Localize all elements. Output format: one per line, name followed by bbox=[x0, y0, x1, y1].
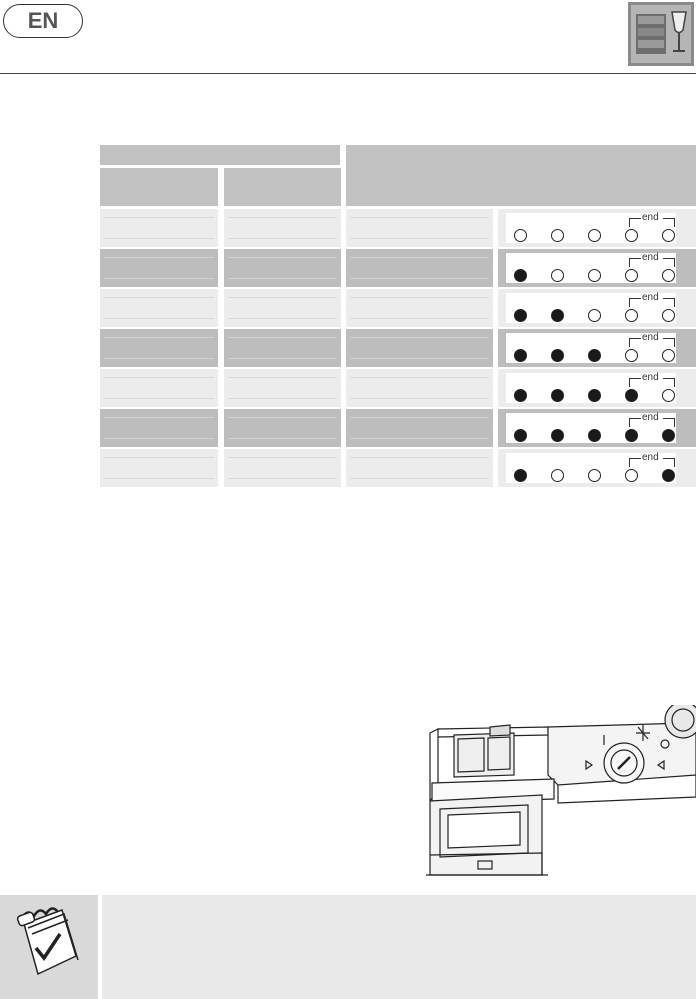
led-off-indicator bbox=[625, 269, 638, 282]
cell-inner-line bbox=[228, 297, 337, 319]
table-header-col-2 bbox=[224, 168, 341, 206]
led-off-indicator bbox=[625, 309, 638, 322]
led-off-indicator bbox=[662, 229, 675, 242]
notepad-check-icon bbox=[14, 904, 84, 982]
table-header-group bbox=[100, 145, 340, 165]
cell-inner-line bbox=[104, 337, 214, 359]
led-on-indicator bbox=[588, 429, 601, 442]
language-badge bbox=[3, 4, 83, 38]
led-on-indicator bbox=[514, 269, 527, 282]
table-cell-col-3 bbox=[346, 249, 493, 287]
table-cell-col-3 bbox=[346, 209, 493, 247]
table-cell-col-1 bbox=[100, 289, 218, 327]
led-panel bbox=[506, 373, 676, 403]
led-on-indicator bbox=[625, 429, 638, 442]
table-cell-col-2 bbox=[224, 209, 341, 247]
cell-inner-line bbox=[228, 217, 337, 239]
table-cell-col-3 bbox=[346, 369, 493, 407]
cell-inner-line bbox=[350, 217, 489, 239]
indicator-cell bbox=[498, 289, 696, 327]
language-code: EN bbox=[27, 8, 59, 33]
led-on-indicator bbox=[551, 309, 564, 322]
led-on-indicator bbox=[588, 389, 601, 402]
table-cell-col-1 bbox=[100, 209, 218, 247]
led-off-indicator bbox=[588, 269, 601, 282]
table-cell-col-2 bbox=[224, 369, 341, 407]
led-off-indicator bbox=[662, 309, 675, 322]
indicator-cell bbox=[498, 369, 696, 407]
table-header-indicator bbox=[346, 145, 696, 206]
led-panel bbox=[506, 253, 676, 283]
led-on-indicator bbox=[551, 349, 564, 362]
cell-inner-line bbox=[350, 377, 489, 399]
detergent-dispenser-icon bbox=[418, 705, 696, 880]
led-on-indicator bbox=[625, 389, 638, 402]
led-off-indicator bbox=[662, 389, 675, 402]
led-off-indicator bbox=[588, 309, 601, 322]
header-divider bbox=[0, 73, 696, 74]
led-panel bbox=[506, 413, 676, 443]
cell-inner-line bbox=[350, 257, 489, 279]
led-on-indicator bbox=[588, 349, 601, 362]
end-label: end bbox=[642, 292, 659, 303]
cell-inner-line bbox=[104, 417, 214, 439]
led-on-indicator bbox=[551, 389, 564, 402]
cell-inner-line bbox=[104, 297, 214, 319]
table-cell-col-1 bbox=[100, 409, 218, 447]
end-label: end bbox=[642, 252, 659, 263]
cell-inner-line bbox=[104, 217, 214, 239]
indicator-cell bbox=[498, 209, 696, 247]
led-on-indicator bbox=[662, 469, 675, 482]
cell-inner-line bbox=[228, 257, 337, 279]
cell-inner-line bbox=[228, 457, 337, 479]
led-panel bbox=[506, 293, 676, 323]
end-label: end bbox=[642, 212, 659, 223]
led-on-indicator bbox=[662, 429, 675, 442]
table-cell-col-1 bbox=[100, 249, 218, 287]
led-off-indicator bbox=[551, 229, 564, 242]
led-panel bbox=[506, 453, 676, 483]
note-separator bbox=[98, 895, 102, 999]
led-off-indicator bbox=[625, 469, 638, 482]
table-cell-col-3 bbox=[346, 409, 493, 447]
led-off-indicator bbox=[662, 269, 675, 282]
table-cell-col-2 bbox=[224, 449, 341, 487]
table-header-col-1 bbox=[100, 168, 218, 206]
led-off-indicator bbox=[551, 269, 564, 282]
cell-inner-line bbox=[228, 377, 337, 399]
table-cell-col-3 bbox=[346, 329, 493, 367]
table-cell-col-2 bbox=[224, 249, 341, 287]
table-cell-col-3 bbox=[346, 289, 493, 327]
led-panel bbox=[506, 333, 676, 363]
table-cell-col-1 bbox=[100, 449, 218, 487]
indicator-cell bbox=[498, 249, 696, 287]
table-cell-col-2 bbox=[224, 289, 341, 327]
table-cell-col-3 bbox=[346, 449, 493, 487]
led-on-indicator bbox=[514, 349, 527, 362]
cell-inner-line bbox=[350, 297, 489, 319]
end-label: end bbox=[642, 372, 659, 383]
cell-inner-line bbox=[104, 457, 214, 479]
cell-inner-line bbox=[104, 377, 214, 399]
led-panel bbox=[506, 213, 676, 243]
led-off-indicator bbox=[514, 229, 527, 242]
led-on-indicator bbox=[514, 469, 527, 482]
cell-inner-line bbox=[350, 417, 489, 439]
led-off-indicator bbox=[662, 349, 675, 362]
cell-inner-line bbox=[350, 337, 489, 359]
cell-inner-line bbox=[228, 337, 337, 359]
cell-inner-line bbox=[104, 257, 214, 279]
table-cell-col-1 bbox=[100, 369, 218, 407]
led-off-indicator bbox=[625, 229, 638, 242]
indicator-cell bbox=[498, 409, 696, 447]
cell-inner-line bbox=[350, 457, 489, 479]
end-label: end bbox=[642, 332, 659, 343]
led-off-indicator bbox=[588, 229, 601, 242]
dishwasher-glass-icon bbox=[628, 2, 694, 66]
table-cell-col-2 bbox=[224, 409, 341, 447]
led-off-indicator bbox=[625, 349, 638, 362]
end-label: end bbox=[642, 452, 659, 463]
indicator-cell bbox=[498, 449, 696, 487]
cell-inner-line bbox=[228, 417, 337, 439]
led-on-indicator bbox=[514, 429, 527, 442]
led-off-indicator bbox=[551, 469, 564, 482]
led-off-indicator bbox=[588, 469, 601, 482]
indicator-cell bbox=[498, 329, 696, 367]
led-on-indicator bbox=[514, 309, 527, 322]
led-on-indicator bbox=[514, 389, 527, 402]
table-cell-col-1 bbox=[100, 329, 218, 367]
table-cell-col-2 bbox=[224, 329, 341, 367]
led-on-indicator bbox=[551, 429, 564, 442]
note-box bbox=[0, 895, 696, 999]
end-label: end bbox=[642, 412, 659, 423]
